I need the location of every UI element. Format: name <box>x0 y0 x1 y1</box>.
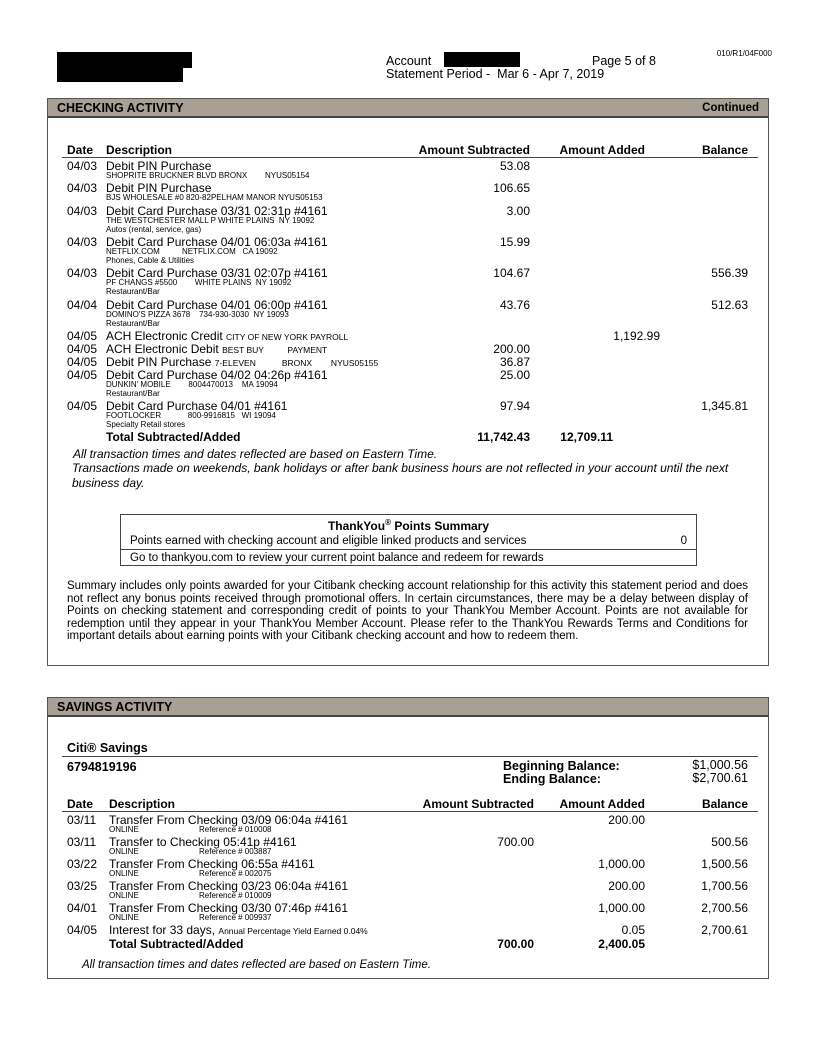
statement-period: Statement Period - Mar 6 - Apr 7, 2019 <box>386 67 605 81</box>
transfer-channel: ONLINE <box>109 869 139 878</box>
amount-added: 1,000.00 <box>598 857 645 871</box>
savings-activity-title: SAVINGS ACTIVITY <box>57 700 173 714</box>
savings-activity-header <box>47 697 769 717</box>
merchant-detail: DOMINO'S PIZZA 3678 734-930-3030 NY 19093 <box>106 310 289 319</box>
transaction-date: 04/03 <box>67 266 98 280</box>
amount-subtracted: 15.99 <box>499 235 530 249</box>
transfer-channel: ONLINE <box>109 825 139 834</box>
transfer-channel: ONLINE <box>109 891 139 900</box>
continued-label: Continued <box>702 102 759 114</box>
transaction-date: 04/03 <box>67 181 98 195</box>
amount-subtracted: 3.00 <box>506 204 530 218</box>
redacted-account-number <box>444 52 520 67</box>
amount-subtracted: 43.76 <box>499 298 530 312</box>
transaction-description: Interest for 33 days, Annual Percentage Yield Earned 0.04% <box>109 923 368 937</box>
savings-col-subtracted: Amount Subtracted <box>422 797 534 811</box>
transaction-description: ACH Electronic Credit CITY OF NEW YORK PAYROLL <box>106 329 349 343</box>
amount-added: 1,192.99 <box>613 329 660 343</box>
merchant-detail: PF CHANGS #5500 WHITE PLAINS NY 19092 <box>106 278 292 287</box>
savings-col-balance: Balance <box>701 797 748 811</box>
transaction-description: Transfer From Checking 06:55a #4161 <box>109 857 315 871</box>
header-rule <box>62 157 758 158</box>
amount-subtracted: 104.67 <box>493 266 530 280</box>
balance: 512.63 <box>711 298 748 312</box>
thankyou-redeem-text: Go to thankyou.com to review your current point balance and redeem for rewards <box>130 552 544 564</box>
amount-added: 0.05 <box>621 923 645 937</box>
savings-col-date: Date <box>67 797 94 811</box>
merchant-detail: THE WESTCHESTER MALL P WHITE PLAINS NY 19092 <box>106 216 315 225</box>
transfer-channel: ONLINE <box>109 913 139 922</box>
transaction-date: 04/03 <box>67 159 98 173</box>
redacted-address <box>57 66 183 82</box>
checking-total-label: Total Subtracted/Added <box>106 430 241 444</box>
transaction-date: 04/03 <box>67 204 98 218</box>
transaction-description: Transfer From Checking 03/09 06:04a #4161 <box>109 813 349 827</box>
merchant-category: Phones, Cable & Utilities <box>106 256 195 265</box>
transaction-description: Debit PIN Purchase 7-ELEVEN BRONX NYUS05155 <box>106 355 379 369</box>
transaction-description: Debit Card Purchase 04/01 06:03a #4161 <box>106 235 328 249</box>
transaction-date: 04/05 <box>67 329 98 343</box>
savings-product-rule <box>62 756 758 757</box>
transaction-date: 04/05 <box>67 923 98 937</box>
transaction-date: 04/03 <box>67 235 98 249</box>
savings-eastern-time-note: All transaction times and dates reflected are based on Eastern Time. <box>82 959 431 971</box>
merchant-category: Specialty Retail stores <box>106 420 186 429</box>
transaction-description: Debit PIN Purchase <box>106 159 212 173</box>
savings-col-description: Description <box>109 797 176 811</box>
merchant-detail: SHOPRITE BRUCKNER BLVD BRONX NYUS05154 <box>106 171 310 180</box>
balance: 2,700.56 <box>701 901 748 915</box>
amount-added: 200.00 <box>608 879 645 893</box>
transaction-description: Debit Card Purchase 04/01 #4161 <box>106 399 288 413</box>
transfer-channel: ONLINE <box>109 847 139 856</box>
amount-added: 200.00 <box>608 813 645 827</box>
transaction-date: 04/04 <box>67 298 98 312</box>
eastern-time-note: All transaction times and dates reflected are based on Eastern Time. <box>73 447 438 461</box>
merchant-category: Restaurant/Bar <box>106 319 160 328</box>
transaction-date: 04/05 <box>67 399 98 413</box>
balance: 1,500.56 <box>701 857 748 871</box>
checking-activity-title: CHECKING ACTIVITY <box>57 101 184 115</box>
amount-subtracted: 53.08 <box>499 159 530 173</box>
beginning-balance-label: Beginning Balance: <box>503 759 620 773</box>
transaction-date: 04/05 <box>67 342 98 356</box>
thankyou-divider <box>121 549 696 550</box>
col-added: Amount Added <box>559 143 645 157</box>
col-subtracted: Amount Subtracted <box>418 143 530 157</box>
document-code: 010/R1/04F000 <box>716 49 772 58</box>
transaction-description: Debit PIN Purchase <box>106 181 212 195</box>
points-earned-label: Points earned with checking account and eligible linked products and services <box>130 535 527 547</box>
page-number: Page 5 of 8 <box>592 54 656 68</box>
points-earned-value: 0 <box>680 535 687 547</box>
transaction-date: 04/05 <box>67 355 98 369</box>
amount-added: 1,000.00 <box>598 901 645 915</box>
transaction-description: ACH Electronic Debit BEST BUY PAYMENT <box>106 342 328 356</box>
account-label: Account <box>386 54 432 68</box>
checking-total-added: 12,709.11 <box>560 430 613 444</box>
balance: 556.39 <box>711 266 748 280</box>
transaction-description: Debit Card Purchase 04/01 06:00p #4161 <box>106 298 328 312</box>
amount-subtracted: 106.65 <box>493 181 530 195</box>
merchant-detail: NETFLIX.COM NETFLIX.COM CA 19092 <box>106 247 278 256</box>
savings-header-rule <box>62 811 758 812</box>
ending-balance-label: Ending Balance: <box>503 772 601 786</box>
transaction-description: Debit Card Purchase 03/31 02:31p #4161 <box>106 204 328 218</box>
reference-number: Reference # 003887 <box>199 847 272 856</box>
transaction-date: 03/11 <box>67 835 97 849</box>
savings-col-added: Amount Added <box>559 797 645 811</box>
reference-number: Reference # 002075 <box>199 869 272 878</box>
balance: 2,700.61 <box>701 923 748 937</box>
checking-activity-header <box>47 98 769 118</box>
reference-number: Reference # 009937 <box>199 913 272 922</box>
transaction-date: 03/11 <box>67 813 97 827</box>
transaction-description: Debit Card Purchase 03/31 02:07p #4161 <box>106 266 328 280</box>
amount-subtracted: 97.94 <box>499 399 530 413</box>
ending-balance-value: $2,700.61 <box>692 771 748 785</box>
savings-product-name: Citi® Savings <box>67 741 148 755</box>
thankyou-points-summary <box>120 514 697 566</box>
transaction-description: Debit Card Purchase 04/02 04:26p #4161 <box>106 368 328 382</box>
amount-subtracted: 200.00 <box>493 342 530 356</box>
savings-account-number: 6794819196 <box>67 760 137 774</box>
transaction-description: Transfer From Checking 03/30 07:46p #4161 <box>109 901 349 915</box>
merchant-category: Restaurant/Bar <box>106 287 160 296</box>
transaction-description: Transfer From Checking 03/23 06:04a #4161 <box>109 879 349 893</box>
transaction-date: 04/01 <box>67 901 98 915</box>
merchant-detail: BJS WHOLESALE #0 820-82PELHAM MANOR NYUS05153 <box>106 193 323 202</box>
savings-total-label: Total Subtracted/Added <box>109 937 244 951</box>
thankyou-title: ThankYou® Points Summary <box>327 518 490 533</box>
balance: 1,700.56 <box>701 879 748 893</box>
transaction-date: 04/05 <box>67 368 98 382</box>
col-balance: Balance <box>701 143 748 157</box>
amount-subtracted: 700.00 <box>497 835 534 849</box>
amount-subtracted: 36.87 <box>499 355 530 369</box>
business-day-note: Transactions made on weekends, bank holidays or after bank business hours are not reflected in your account until the next business day. <box>72 461 729 490</box>
reference-number: Reference # 010008 <box>199 825 272 834</box>
savings-total-added: 2,400.05 <box>598 937 645 951</box>
col-description: Description <box>106 143 173 157</box>
reference-number: Reference # 010009 <box>199 891 272 900</box>
transaction-date: 03/25 <box>67 879 98 893</box>
balance: 500.56 <box>711 835 748 849</box>
transaction-description: Transfer to Checking 05:41p #4161 <box>109 835 297 849</box>
merchant-detail: DUNKIN' MOBILE 8004470013 MA 19094 <box>106 380 278 389</box>
merchant-category: Autos (rental, service, gas) <box>106 225 202 234</box>
checking-total-subtracted: 11,742.43 <box>477 430 530 444</box>
merchant-detail: FOOTLOCKER 800-9916815 WI 19094 <box>106 411 276 420</box>
amount-subtracted: 25.00 <box>499 368 530 382</box>
balance: 1,345.81 <box>701 399 748 413</box>
merchant-category: Restaurant/Bar <box>106 389 160 398</box>
beginning-balance-value: $1,000.56 <box>692 758 748 772</box>
transaction-date: 03/22 <box>67 857 98 871</box>
col-date: Date <box>67 143 94 157</box>
savings-total-subtracted: 700.00 <box>497 937 534 951</box>
thankyou-disclaimer: Summary includes only points awarded for your Citibank checking account relationship for this activity this statement period and does not reflect any bonus points received through promotional offers. In certain circumstances, there may be a delay between display of Points on checking statement and corresponding credit of points to your ThankYou Member Account. Points are not available for redemption until they appear in your ThankYou Member Account. Please refer to the ThankYou Rewards Terms and Conditions for important details about earning points with your Citibank checking account and how to redeem them. <box>67 580 748 643</box>
